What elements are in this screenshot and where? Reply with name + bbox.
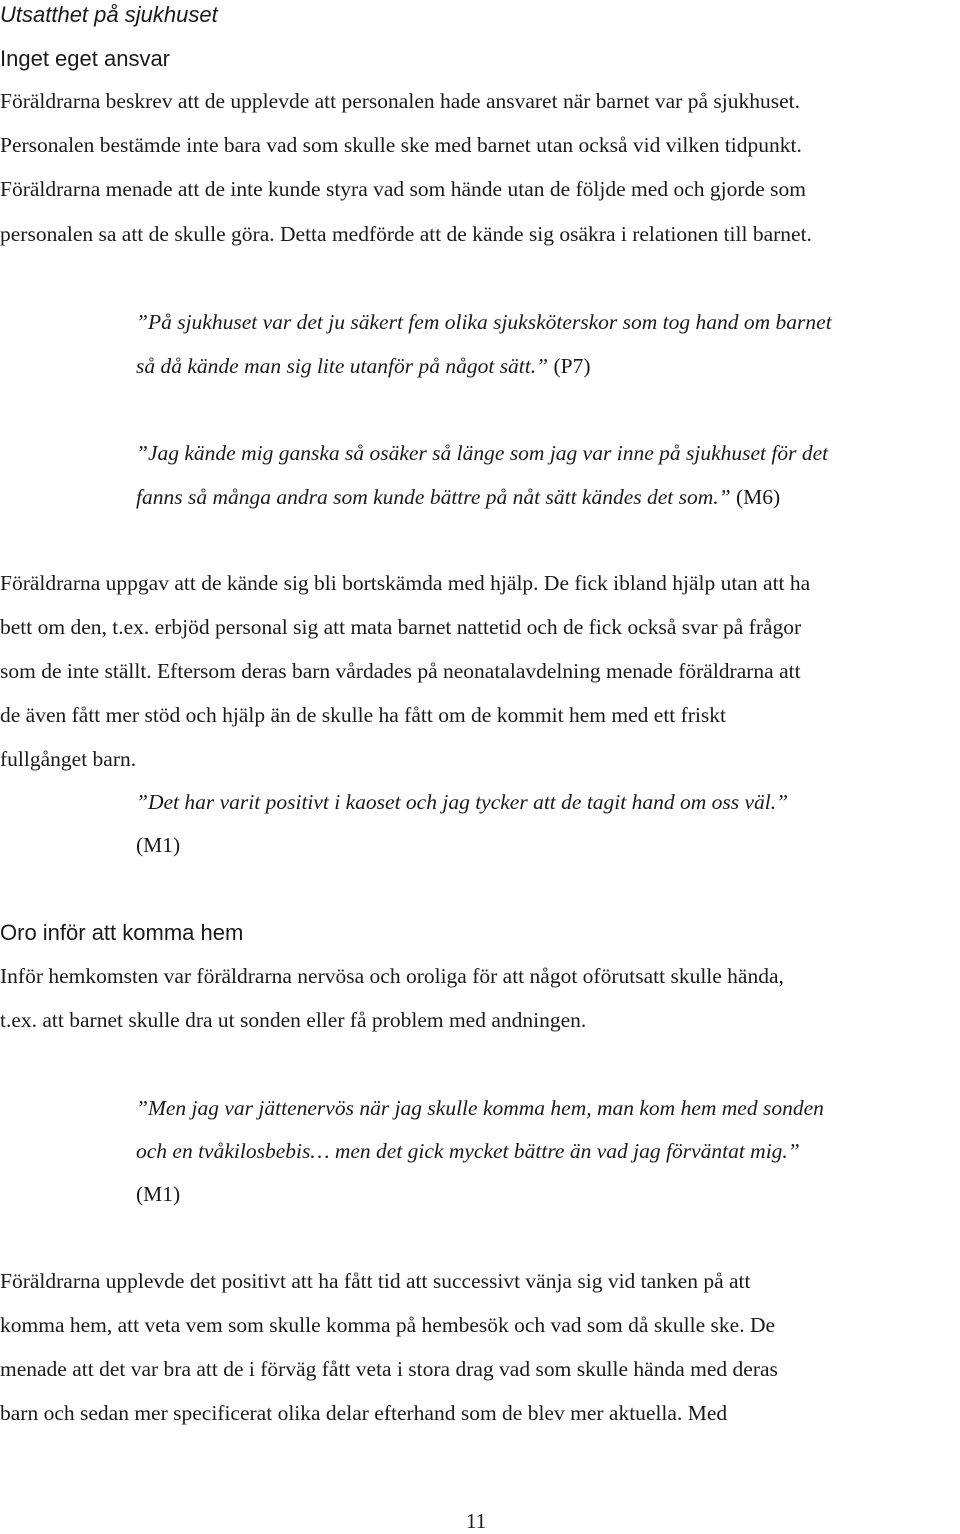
quote-4-line [136,1139,800,1164]
subheading-oro-infor-att-komma-hem: Oro inför att komma hem [0,920,244,945]
paragraph-2-line: Föräldrarna uppgav att de kände sig bli bortskämda med hjälp. De fick ibland hjälp utan att ha [0,571,811,595]
quote-3-line [136,790,788,815]
paragraph-3-line: Inför hemkomsten var föräldrarna nervösa och oroliga för att något oförutsatt skulle hända, [0,964,784,988]
paragraph-4-line: barn och sedan mer specificerat olika delar efterhand som de blev mer aktuella. Med [0,1401,728,1425]
quote-text: fanns så många andra som kunde bättre på nåt sätt kändes det som.” [136,485,731,509]
paragraph-2-line: de även fått mer stöd och hjälp än de skulle ha fått om de kommit hem med ett friskt [0,703,727,727]
quote-text: ”Jag kände mig ganska så osäker så länge som jag var inne på sjukhuset för det [136,441,829,465]
paragraph-2-line: bett om den, t.ex. erbjöd personal sig att mata barnet nattetid och de fick också svar på frågor [0,615,802,639]
quote-4-line [136,1096,824,1121]
quote-reference: (M6) [736,485,781,509]
page-number: 11 [466,1509,487,1533]
paragraph-1-line: Föräldrarna beskrev att de upplevde att personalen hade ansvaret när barnet var på sjukhuset. [0,89,800,113]
paragraph-4-line: komma hem, att veta vem som skulle komma på hembesök och vad som då skulle ske. De [0,1313,776,1337]
quote-1-line [136,354,591,379]
paragraph-4-line: menade att det var bra att de i förväg fått veta i stora drag vad som skulle hända med deras [0,1357,778,1381]
quote-text: ”Det har varit positivt i kaoset och jag tycker att de tagit hand om oss väl.” [136,790,789,814]
quote-2-line [136,485,780,510]
quote-text: ”På sjukhuset var det ju säkert fem olika sjuksköterskor som tog hand om barnet [136,310,832,334]
paragraph-2-line: som de inte ställt. Eftersom deras barn vårdades på neonatalavdelning menade föräldrarna att [0,659,801,683]
paragraph-3-line: t.ex. att barnet skulle dra ut sonden eller få problem med andningen. [0,1008,587,1032]
paragraph-4-line: Föräldrarna upplevde det positivt att ha fått tid att successivt vänja sig vid tanken på att [0,1269,751,1293]
subheading-inget-eget-ansvar: Inget eget ansvar [0,46,171,71]
quote-reference: (M1) [136,1182,181,1206]
paragraph-1-line: Föräldrarna menade att de inte kunde styra vad som hände utan de följde med och gjorde som [0,177,806,201]
paragraph-2-line: fullgånget barn. [0,747,137,771]
quote-text: ”Men jag var jättenervös när jag skulle komma hem, man kom hem med sonden [136,1096,824,1120]
quote-4-line [136,1182,180,1207]
quote-3-line [136,833,180,858]
quote-reference: (M1) [136,833,181,857]
quote-1-line [136,310,832,335]
paragraph-1-line: Personalen bestämde inte bara vad som skulle ske med barnet utan också vid vilken tidpunkt. [0,133,802,157]
quote-text: och en tvåkilosbebis… men det gick mycket bättre än vad jag förväntat mig.” [136,1139,800,1163]
quote-text: så då kände man sig lite utanför på något sätt.” [136,354,549,378]
quote-2-line [136,441,828,466]
section-heading: Utsatthet på sjukhuset [0,2,218,27]
quote-reference: (P7) [553,354,591,378]
paragraph-1-line: personalen sa att de skulle göra. Detta medförde att de kände sig osäkra i relationen till barnet. [0,222,812,246]
